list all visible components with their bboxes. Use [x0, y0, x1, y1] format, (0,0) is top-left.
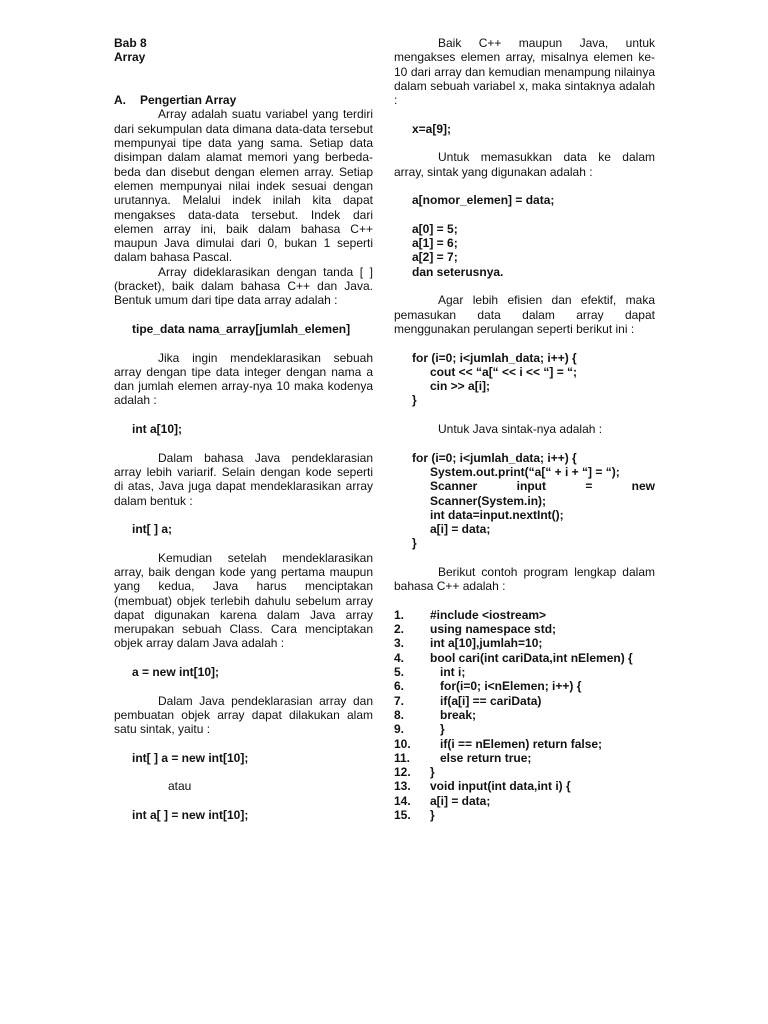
chapter-number: Bab 8 — [114, 36, 147, 50]
code-line — [394, 779, 655, 793]
line-number: 15. — [394, 808, 411, 823]
code-assign-etc: dan seterusnya. — [412, 264, 504, 279]
line-number: 6. — [394, 679, 405, 694]
paragraph-java-object: Kemudian setelah mendeklarasikan array, baik dengan kode yang pertama maupun yang kedua, Java harus menciptakan (membuat) objek terlebih dahulu sebelum array dapat digunakan karena dalam Java array merupakan sebuah Class. Cara menciptakan objek array dalam Java adalah : — [114, 550, 373, 651]
code-cpp-loop-line: } — [412, 393, 417, 408]
code-int-array: int a[10]; — [132, 422, 183, 437]
code-java-loop-line: a[i] = data; — [430, 522, 491, 537]
paragraph-array-declaration: Array dideklarasikan dengan tanda [ ] (bracket), baik dalam bahasa C++ dan Java. Bentuk umum dari tipe data array adalah : — [114, 264, 373, 308]
code-java-loop-line — [394, 479, 655, 493]
code-java-loop-line: int data=input.nextInt(); — [430, 507, 564, 522]
code-token: = — [585, 479, 593, 494]
code-line — [394, 636, 655, 650]
code-java-loop-line: for (i=0; i<jumlah_data; i++) { — [412, 450, 577, 465]
line-number: 13. — [394, 779, 411, 794]
line-code: } — [430, 808, 435, 823]
code-line — [394, 751, 655, 765]
paragraph-java-declaration: Dalam bahasa Java pendeklarasian array lebih variarif. Selain dengan kode seperti di atas, Java juga dapat mendeklarasikan array dalam bentuk : — [114, 450, 373, 508]
line-code: if(i == nElemen) return false; — [440, 736, 603, 751]
line-number: 7. — [394, 693, 405, 708]
line-code: a[i] = data; — [430, 793, 491, 808]
line-number: 10. — [394, 736, 411, 751]
chapter-title: Array — [114, 50, 146, 65]
code-line — [394, 737, 655, 751]
code-line — [394, 794, 655, 808]
code-insert-syntax: a[nomor_elemen] = data; — [412, 193, 555, 208]
line-number: 11. — [394, 750, 411, 765]
line-code: else return true; — [440, 750, 532, 765]
line-number: 5. — [394, 665, 405, 680]
right-column — [394, 36, 655, 822]
paragraph-loop-intro: Agar lebih efisien dan efektif, maka pemasukan data dalam array dapat menggunakan perulangan seperti berikut ini : — [394, 293, 655, 336]
line-code: for(i=0; i<nElemen; i++) { — [440, 679, 582, 694]
code-token: Scanner — [430, 479, 478, 494]
code-line — [394, 722, 655, 736]
line-code: void input(int data,int i) { — [430, 779, 571, 794]
line-code: } — [440, 722, 445, 737]
code-line — [394, 708, 655, 722]
code-line — [394, 608, 655, 622]
line-code: #include <iostream> — [430, 607, 547, 622]
line-number: 12. — [394, 765, 411, 780]
code-java-loop-line: } — [412, 536, 417, 551]
code-java-declare: int[ ] a; — [132, 522, 172, 537]
code-line — [394, 665, 655, 679]
paragraph-single-syntax: Dalam Java pendeklarasian array dan pembuatan objek array dapat dilakukan alam satu sintak, yaitu : — [114, 693, 373, 737]
paragraph-java-syntax: Untuk Java sintak-nya adalah : — [438, 422, 603, 437]
code-cpp-loop-line: cout << “a[“ << i << “] = “; — [430, 364, 578, 379]
text-atau: atau — [168, 779, 192, 794]
code-assign-0: a[0] = 5; — [412, 221, 458, 236]
code-line — [394, 651, 655, 665]
section-title: Pengertian Array — [140, 93, 237, 108]
line-code: } — [430, 765, 435, 780]
code-assign-2: a[2] = 7; — [412, 250, 458, 265]
line-code: bool cari(int cariData,int nElemen) { — [430, 650, 633, 665]
line-number: 2. — [394, 622, 405, 637]
paragraph-program-intro: Berikut contoh program lengkap dalam bahasa C++ adalah : — [394, 564, 655, 594]
code-java-combined-1: int[ ] a = new int[10]; — [132, 750, 249, 765]
code-line — [394, 694, 655, 708]
code-line — [394, 765, 655, 779]
section-heading — [114, 93, 373, 107]
code-assign-1: a[1] = 6; — [412, 236, 458, 251]
code-line — [394, 808, 655, 822]
paragraph-insert-data: Untuk memasukkan data ke dalam array, sintak yang digunakan adalah : — [394, 150, 655, 179]
paragraph-access-element: Baik C++ maupun Java, untuk mengakses elemen array, misalnya elemen ke-10 dari array dan kemudian menampung nilainya dalam sebuah variabel x, maka sintaknya adalah : — [394, 36, 655, 108]
line-code: int a[10],jumlah=10; — [430, 636, 543, 651]
code-java-loop-line: Scanner(System.in); — [430, 493, 547, 508]
line-code: int i; — [440, 665, 466, 680]
program-listing — [394, 608, 655, 822]
code-java-new: a = new int[10]; — [132, 665, 220, 680]
line-number: 3. — [394, 636, 405, 651]
code-line — [394, 679, 655, 693]
line-number: 4. — [394, 650, 405, 665]
left-column — [114, 36, 373, 822]
code-token: input — [516, 479, 546, 494]
line-number: 8. — [394, 707, 405, 722]
line-code: using namespace std; — [430, 622, 557, 637]
code-token: new — [631, 479, 655, 494]
code-cpp-loop-line: cin >> a[i]; — [430, 379, 491, 394]
code-java-loop-line: System.out.print(“a[“ + i + “] = “); — [430, 464, 620, 479]
line-number: 1. — [394, 607, 405, 622]
paragraph-array-definition: Array adalah suatu variabel yang terdiri dari sekumpulan data dimana data-data tersebut mempunyai tipe data yang sama. Setiap data disimpan dalam alamat memori yang berbeda-beda dan disebut dengan elemen array. Setiap elemen mempunyai nilai indek sesuai dengan urutannya. Melalui indek inilah kita dapat mengakses data-data tersebut. Indek dari elemen array ini, baik dalam bahasa C++ maupun Java dimulai dari 0, bukan 1 seperti dalam bahasa Pascal. — [114, 107, 373, 265]
code-line — [394, 622, 655, 636]
paragraph-integer-example: Jika ingin mendeklarasikan sebuah array dengan tipe data integer dengan nama a dan jumlah elemen array-nya 10 maka kodenya adalah : — [114, 350, 373, 408]
code-general-form: tipe_data nama_array[jumlah_elemen] — [132, 321, 351, 336]
line-code: if(a[i] == cariData) — [440, 693, 542, 708]
code-cpp-loop-line: for (i=0; i<jumlah_data; i++) { — [412, 350, 577, 365]
line-number: 9. — [394, 722, 405, 737]
line-number: 14. — [394, 793, 411, 808]
code-java-combined-2: int a[ ] = new int[10]; — [132, 808, 249, 823]
section-number: A. — [114, 93, 126, 108]
code-access: x=a[9]; — [412, 121, 452, 136]
line-code: break; — [440, 707, 477, 722]
